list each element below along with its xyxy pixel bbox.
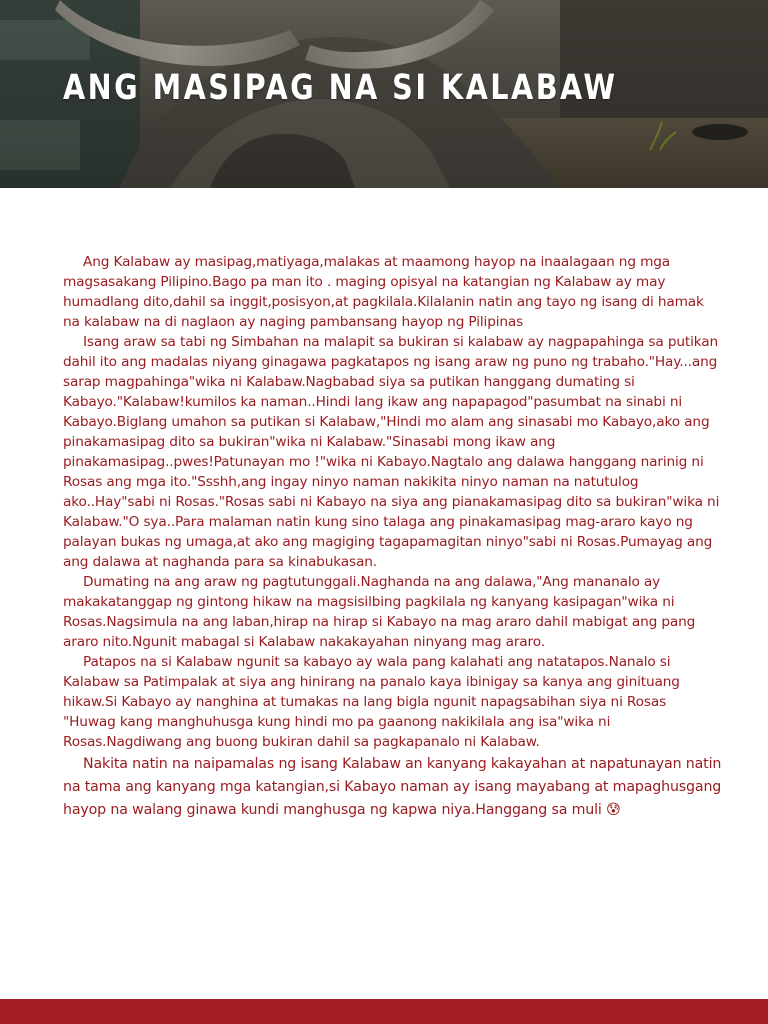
page-title: ANG MASIPAG NA SI KALABAW xyxy=(63,68,618,108)
footer-bar xyxy=(0,999,768,1024)
paragraph: Dumating na ang araw ng pagtutunggali.Naghanda na ang dalawa,"Ang mananalo ay makakatanggap ng gintong hikaw na magsisilbing pagkilala ng kanyang kasipagan"wika ni Rosas.Nagsimula na ang laban,hirap na hirap si Kabayo na mag araro dahil mabigat ang pang araro nito.Ngunit mabagal si Kalabaw nakakayahan ninyang mag araro. xyxy=(63,574,696,650)
header-banner xyxy=(0,0,768,188)
paragraph: Patapos na si Kalabaw ngunit sa kabayo ay wala pang kalahati ang natatapos.Nanalo si Kalabaw sa Patimpalak at siya ang hinirang na panalo kaya ibinigay sa kanya ang ginituang hikaw.Si Kabayo ay nanghina at tumakas na lang bigla ngunit napagsabihan siya ni Rosas xyxy=(63,654,680,710)
paragraph: "Huwag kang manghuhusga kung hindi mo pa gaanong nakikilala ang isa"wika ni Rosas.Nagdiwang ang buong bukiran dahil sa pagkapanalo ni Kalabaw. xyxy=(63,714,611,750)
paragraph: Ang Kalabaw ay masipag,matiyaga,malakas at maamong hayop na inaalagaan ng mga magsasakang Pilipino.Bago pa man ito . maging opisyal na katangian ng Kalabaw ay may humadlang dito,dahil sa inggit,posisyon,at pagkilala.Kilalanin natin ang tayo ng isang di hamak na kalabaw na di naglaon ay naging pambansang hayop ng Pilipinas xyxy=(63,254,704,330)
story-text xyxy=(63,252,723,822)
paragraph: Isang araw sa tabi ng Simbahan na malapit sa bukiran si kalabaw ay nagpapahinga sa putikan dahil ito ang madalas niyang ginagawa pagkatapos ng isang araw ng puno ng trabaho."Hay...ang sarap magpahinga"wika ni Kalabaw.Nagbabad siya sa putikan hanggang dumating si Kabayo."Kalabaw!kumilos ka naman..Hindi lang ikaw ang napapagod"pasumbat na sinabi ni Kabayo.Biglang umahon sa putikan si Kalabaw,"Hindi mo alam ang sinasabi mo Kabayo,ako ang pinakamasipag dito sa bukiran"wika ni Kalabaw."Sinasabi mong ikaw ang pinakamasipag..pwes!Patunayan mo !"wika ni Kabayo.Nagtalo ang dalawa hanggang narinig ni Rosas ang mga ito."Ssshh,ang ingay ninyo naman nakikita ninyo naman na natutulog ako..Hay"sabi ni Rosas."Rosas sabi ni Kabayo na siya ang pianakamasipag dito sa bukiran"wika ni Kalabaw."O sya..Para malaman natin kung sino talaga ang pinakamasipag mag-araro kayo ng palayan bukas ng umaga,at ako ang magiging tagapamagitan ninyo"sabi ni Rosas.Pumayag ang ang dalawa at naghanda para sa kinabukasan. xyxy=(63,334,720,570)
paragraph: Nakita natin na naipamalas ng isang Kalabaw an kanyang kakayahan at napatunayan natin na tama ang kanyang mga katangian,si Kabayo naman ay isang mayabang at mapaghusgang hayop na walang ginawa kundi manghusga ng kapwa niya.Hanggang sa muli 😰 xyxy=(63,756,722,818)
